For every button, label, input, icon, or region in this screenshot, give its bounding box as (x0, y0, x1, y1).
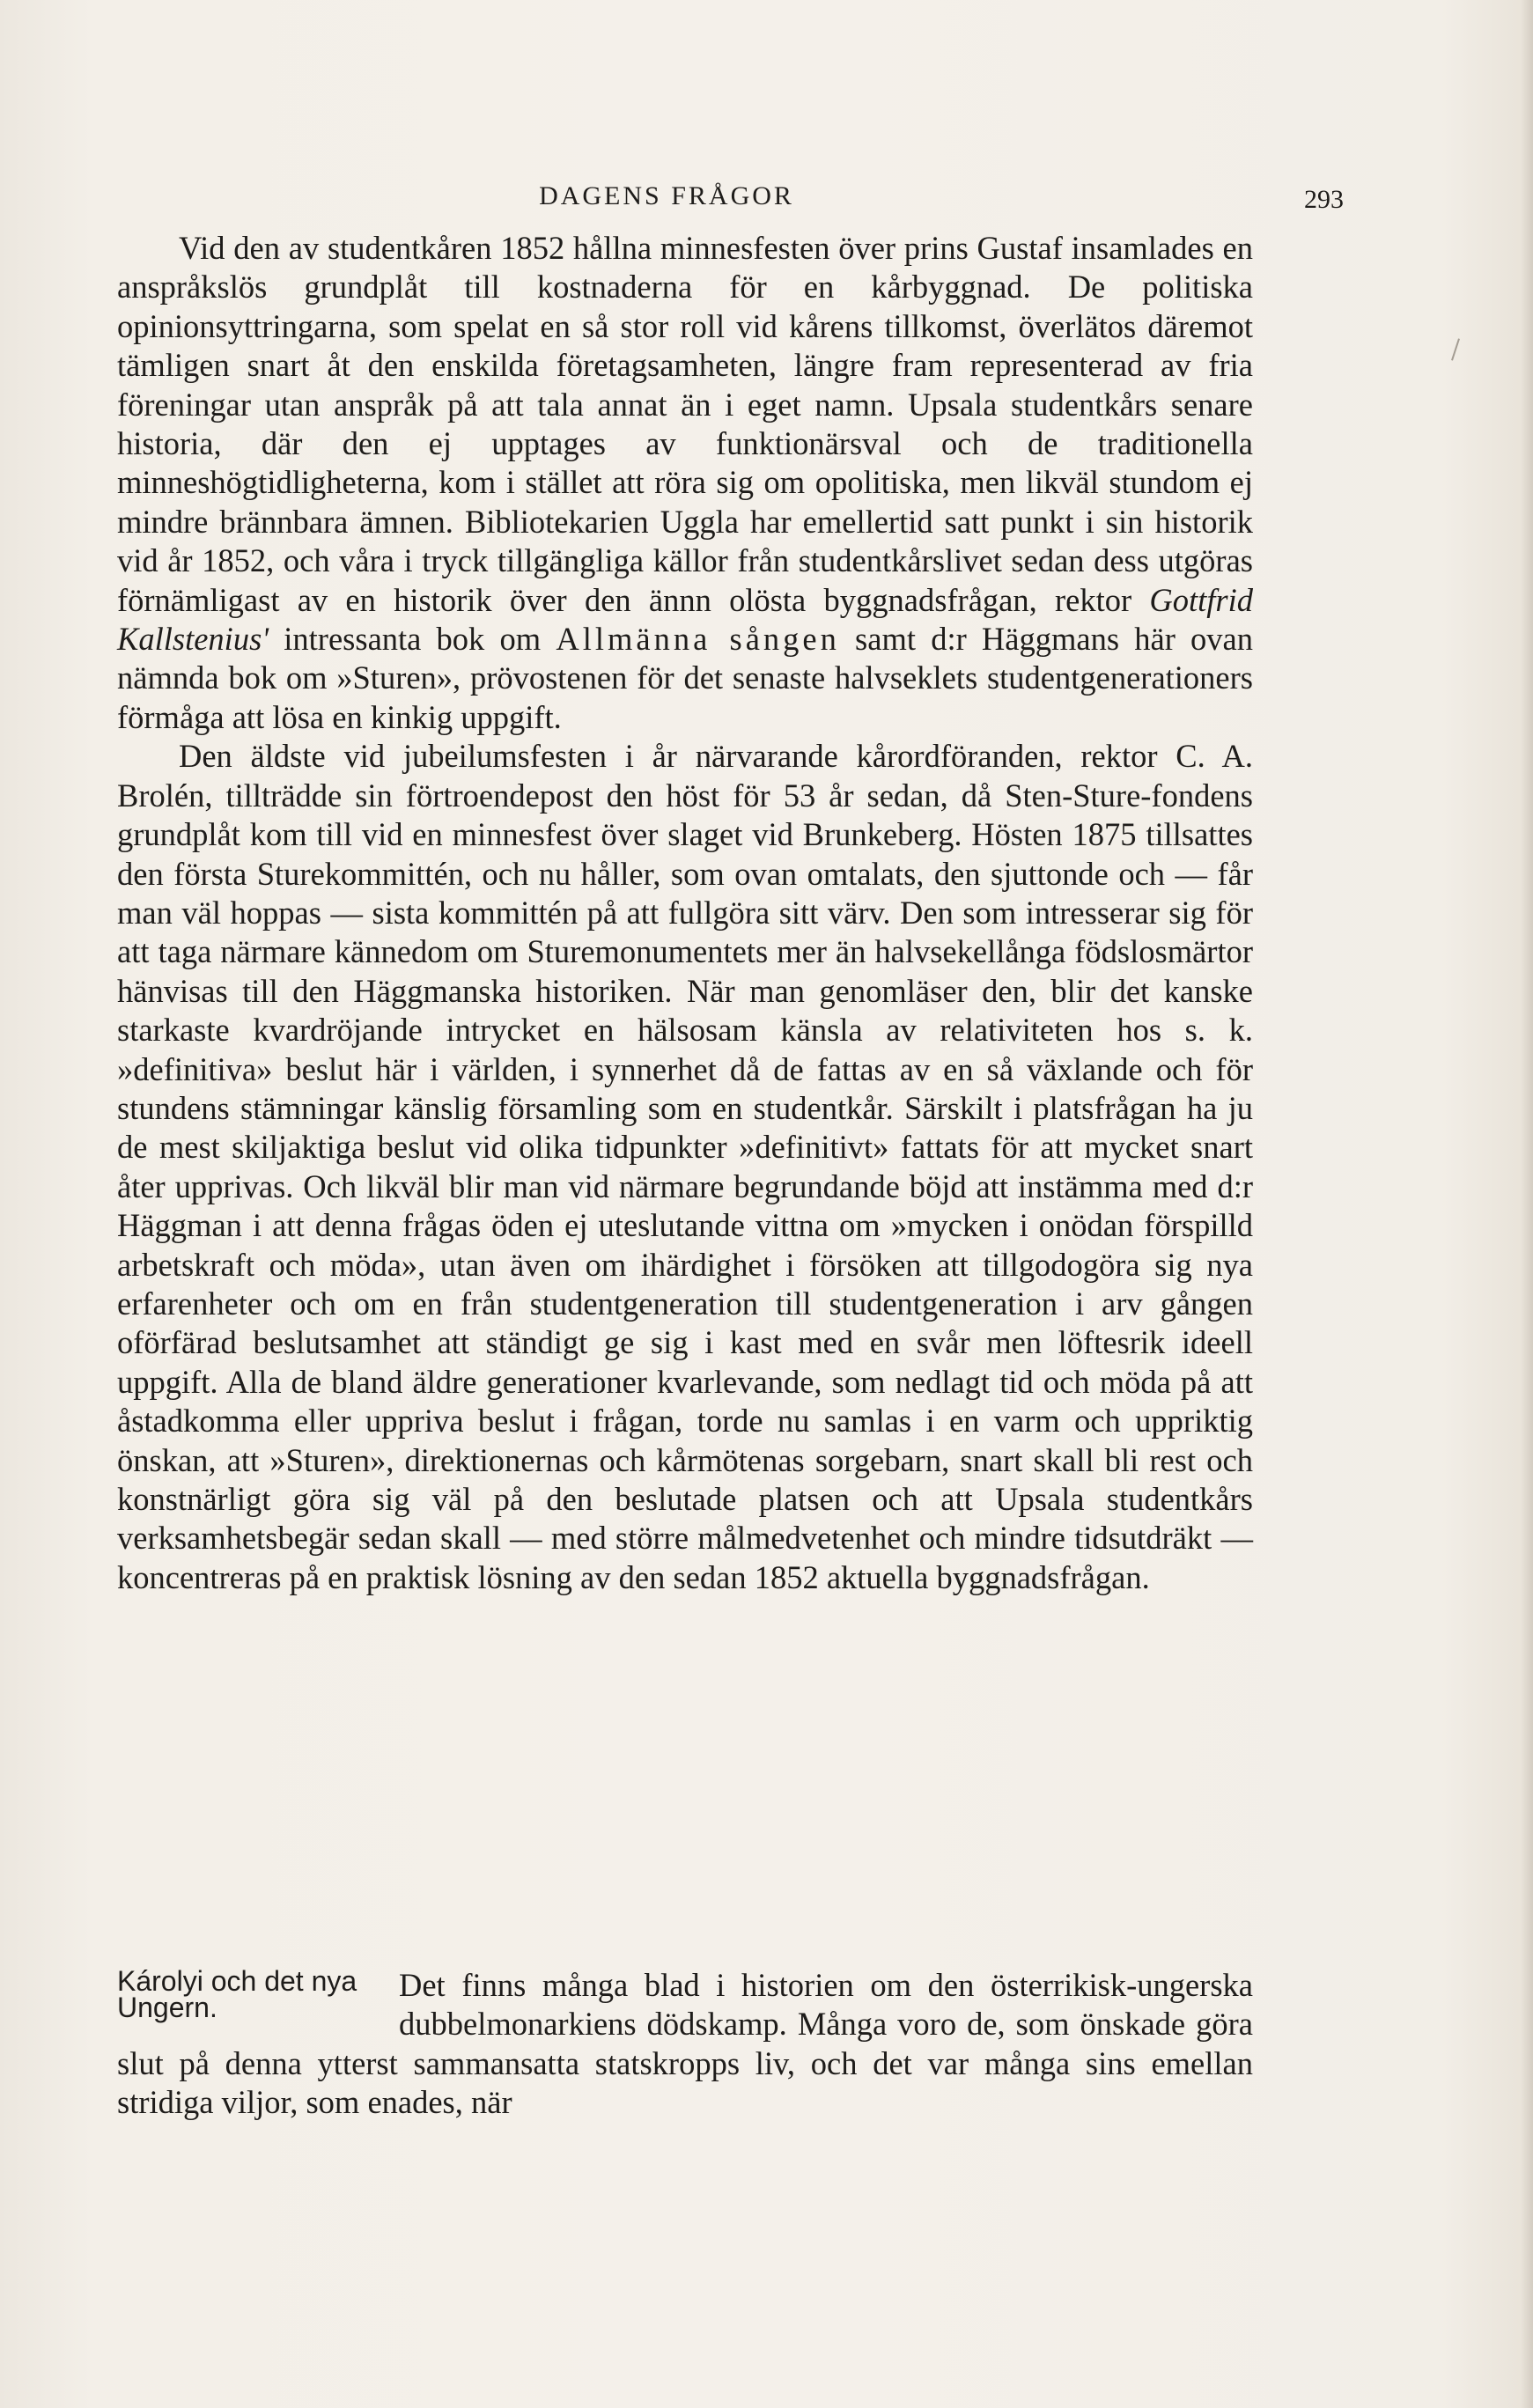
section-sidehead: Károlyi och det nya Ungern. (117, 1965, 357, 2023)
paragraph-2: Den äldste vid jubeilumsfesten i år närvarande kårordföranden, rektor C. A. Brolén, tillträdde sin förtroendepost den höst för 53 år sedan, då Sten-Sture-fondens grundplåt kom till vid en minnesfest över slaget vid Brunkeberg. Hösten 1875 tillsattes den första Sturekommittén, och nu håller, som ovan omtalats, den sjuttonde och — får man väl hoppas — sista kommittén på att fullgöra sitt värv. Den som intresserar sig för att taga närmare kännedom om Sturemonumentets mer än halvsekellånga födslosmärtor hänvisas till den Häggmanska historiken. När man genomläser den, blir det kanske starkaste kvardröjande intrycket en hälsosam känsla av relativiteten hos s. k. »definitiva» beslut här i världen, i synnerhet då de fattas av en så växlande och för stundens stämningar känslig församling som en studentkår. Särskilt i platsfrågan ha ju de mest skiljaktiga beslut vid olika tidpunkter »definitivt» fattats för att mycket snart åter upprivas. Och likväl blir man vid närmare begrundande böjd att instämma med d:r Häggman i att denna frågas öden ej uteslutande vittna om »mycken i onödan förspilld arbetskraft och möda», utan även om ihärdighet i försöken att tillgodogöra sig nya erfarenheter och om en från studentgeneration till studentgeneration i arv gången oförfärad beslutsamhet att ständigt ge sig i kast med en svår men löftesrik ideell uppgift. Alla de bland äldre generationer kvarlevande, som nedlagt tid och möda på att åstadkomma eller uppriva beslut i frågan, torde nu samlas i en varm och uppriktig önskan, att »Sturen», direktionernas och kårmötenas sorgebarn, snart skall bli rest och konstnärligt göra sig väl på den beslutade platsen och att Upsala studentkårs verksamhetsbegär sedan skall — med större målmedvetenhet och mindre tidsutdräkt — koncentreras på en praktisk lösning av den sedan 1852 aktuella byggnadsfrågan. (117, 738, 1253, 1595)
page-header (116, 181, 1349, 217)
paragraph-1-part-2: intressanta bok om (269, 621, 556, 658)
book-title-spaced: Allmänna sången (556, 621, 840, 658)
paragraph-1-part-1: Vid den av studentkåren 1852 hållna minnesfesten över prins Gustaf insamlades en anspråkslös grundplåt till kostnaderna för en kårbyggnad. De politiska opinionsyttringarna, som spelat en så stor roll vid kårens tillkomst, överlätos däremot tämligen snart åt den enskilda företagsamheten, längre fram representerad av fria föreningar utan anspråk på att tala annat än i eget namn. Upsala studentkårs senare historia, där den ej upptages av funktionärsval och de traditionella minneshögtidligheterna, kom i stället att röra sig om opolitiska, men likväl stundom ej mindre brännbara ämnen. Bibliotekarien Uggla har emellertid satt punkt i sin historik vid år 1852, och våra i tryck tillgängliga källor från studentkårslivet sedan dess utgöras förnämligast av en historik över den ännn olösta byggnadsfrågan, rektor (117, 230, 1253, 618)
running-head: DAGENS FRÅGOR (539, 181, 794, 210)
paragraph-1-part-3: samt d:r Häggmans här ovan nämnda bok om »Sturen», prövostenen för det senaste halvseklets studentgenerationers förmåga att lösa en kinkig uppgift. (117, 621, 1253, 735)
author-name-italic: Gottfrid Kallstenius' (117, 581, 1253, 658)
section-karolyi (117, 1966, 1253, 2123)
paragraph-1 (117, 229, 1253, 737)
page-number: 293 (1304, 185, 1344, 214)
main-text (117, 229, 1253, 1597)
section-paragraph: Det finns många blad i historien om den österrikisk-ungerska dubbelmonarkiens dödskamp. Många voro de, som önskade göra slut på denna ytterst sammansatta statskropps liv, och det var många sins emellan stridiga viljor, som enades, när (117, 1967, 1253, 2121)
pencil-margin-mark (1451, 338, 1460, 360)
page-edge-shadow (1521, 0, 1533, 2408)
